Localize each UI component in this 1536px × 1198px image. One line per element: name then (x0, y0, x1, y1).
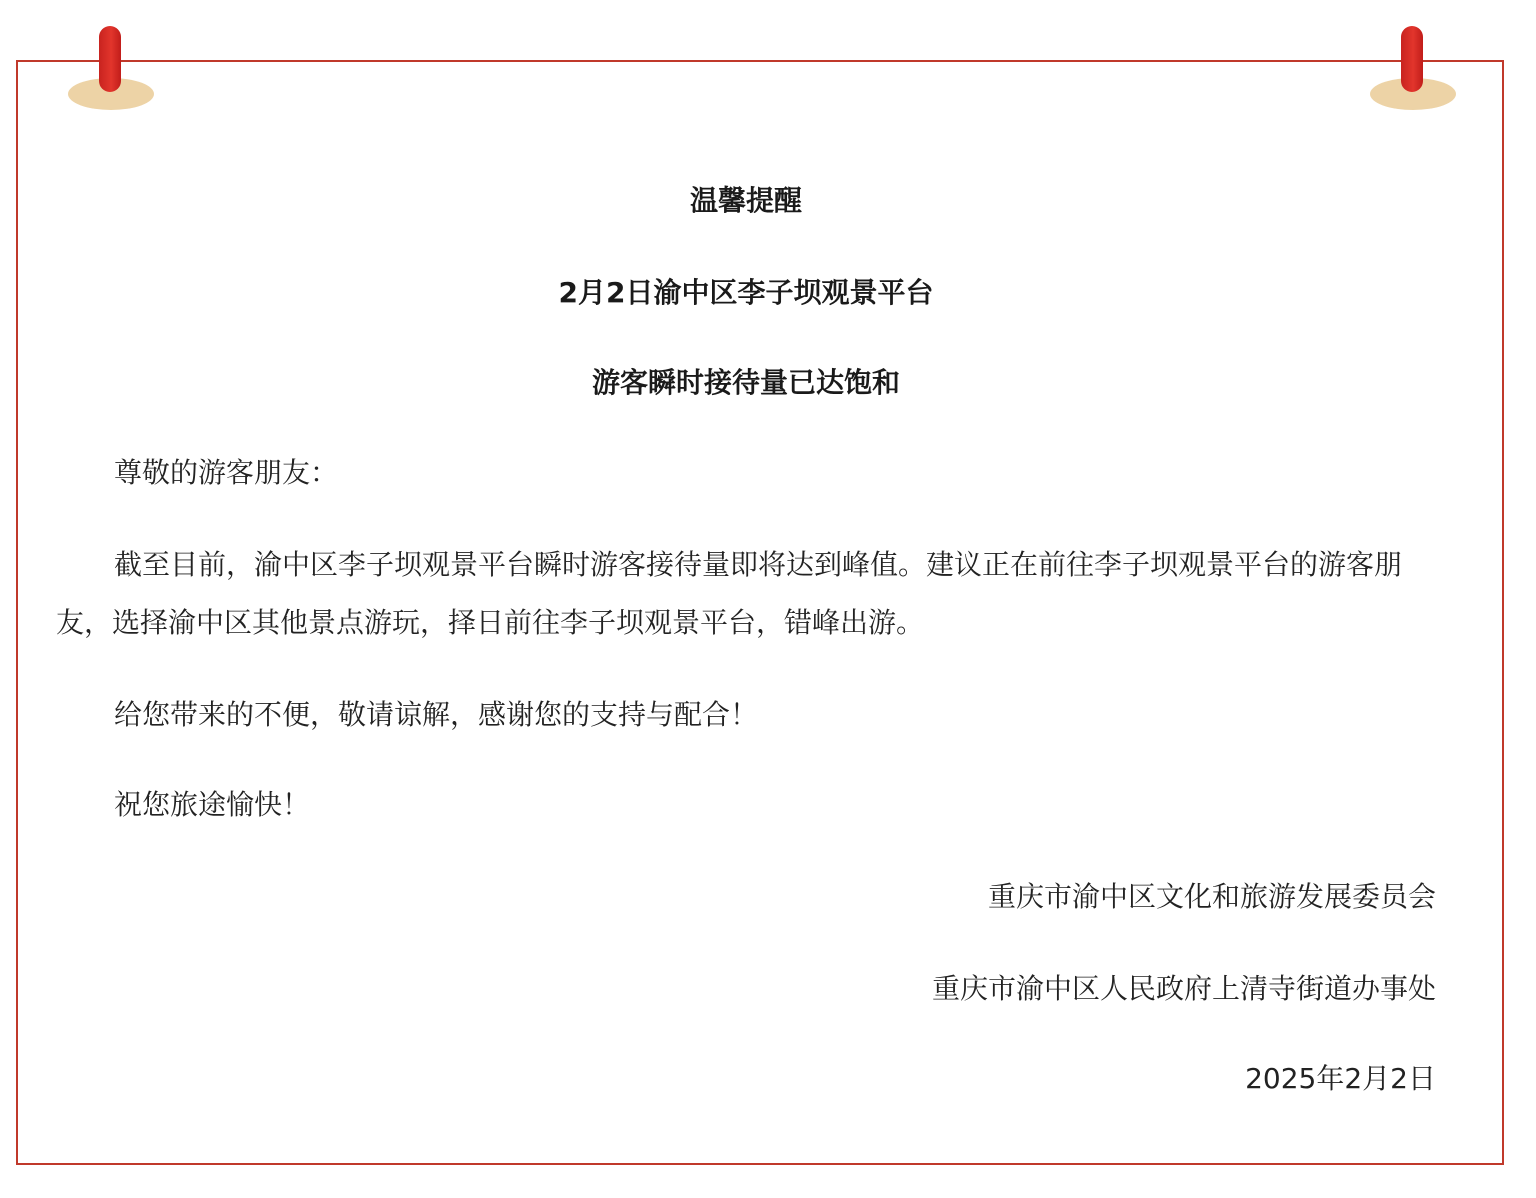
greeting: 尊敬的游客朋友： (114, 456, 339, 489)
issuer-1: 重庆市渝中区文化和旅游发展委员会 (987, 880, 1436, 913)
notice-body: 截至目前，渝中区李子坝观景平台瞬时游客接待量即将达到峰值。建议正在前往李子坝观景平台的游客朋友，选择渝中区其他景点游玩，择日前往李子坝观景平台，错峰出游。 (56, 548, 1403, 639)
pin-stick (1401, 26, 1423, 92)
pin-stick (99, 26, 121, 92)
notice-subtitle-line2: 游客瞬时接待量已达饱和 (591, 366, 900, 399)
issuer-2: 重庆市渝中区人民政府上清寺街道办事处 (931, 972, 1436, 1005)
apology-text: 给您带来的不便，敬请谅解，感谢您的支持与配合！ (114, 698, 759, 731)
notice-date: 2025年2月2日 (1245, 1062, 1436, 1095)
pushpin-icon (1368, 26, 1458, 112)
notice-title: 温馨提醒 (689, 184, 802, 217)
notice-subtitle-line1: 2月2日渝中区李子坝观景平台 (558, 276, 934, 309)
wish-text: 祝您旅途愉快！ (114, 788, 311, 821)
pushpin-icon (66, 26, 156, 112)
